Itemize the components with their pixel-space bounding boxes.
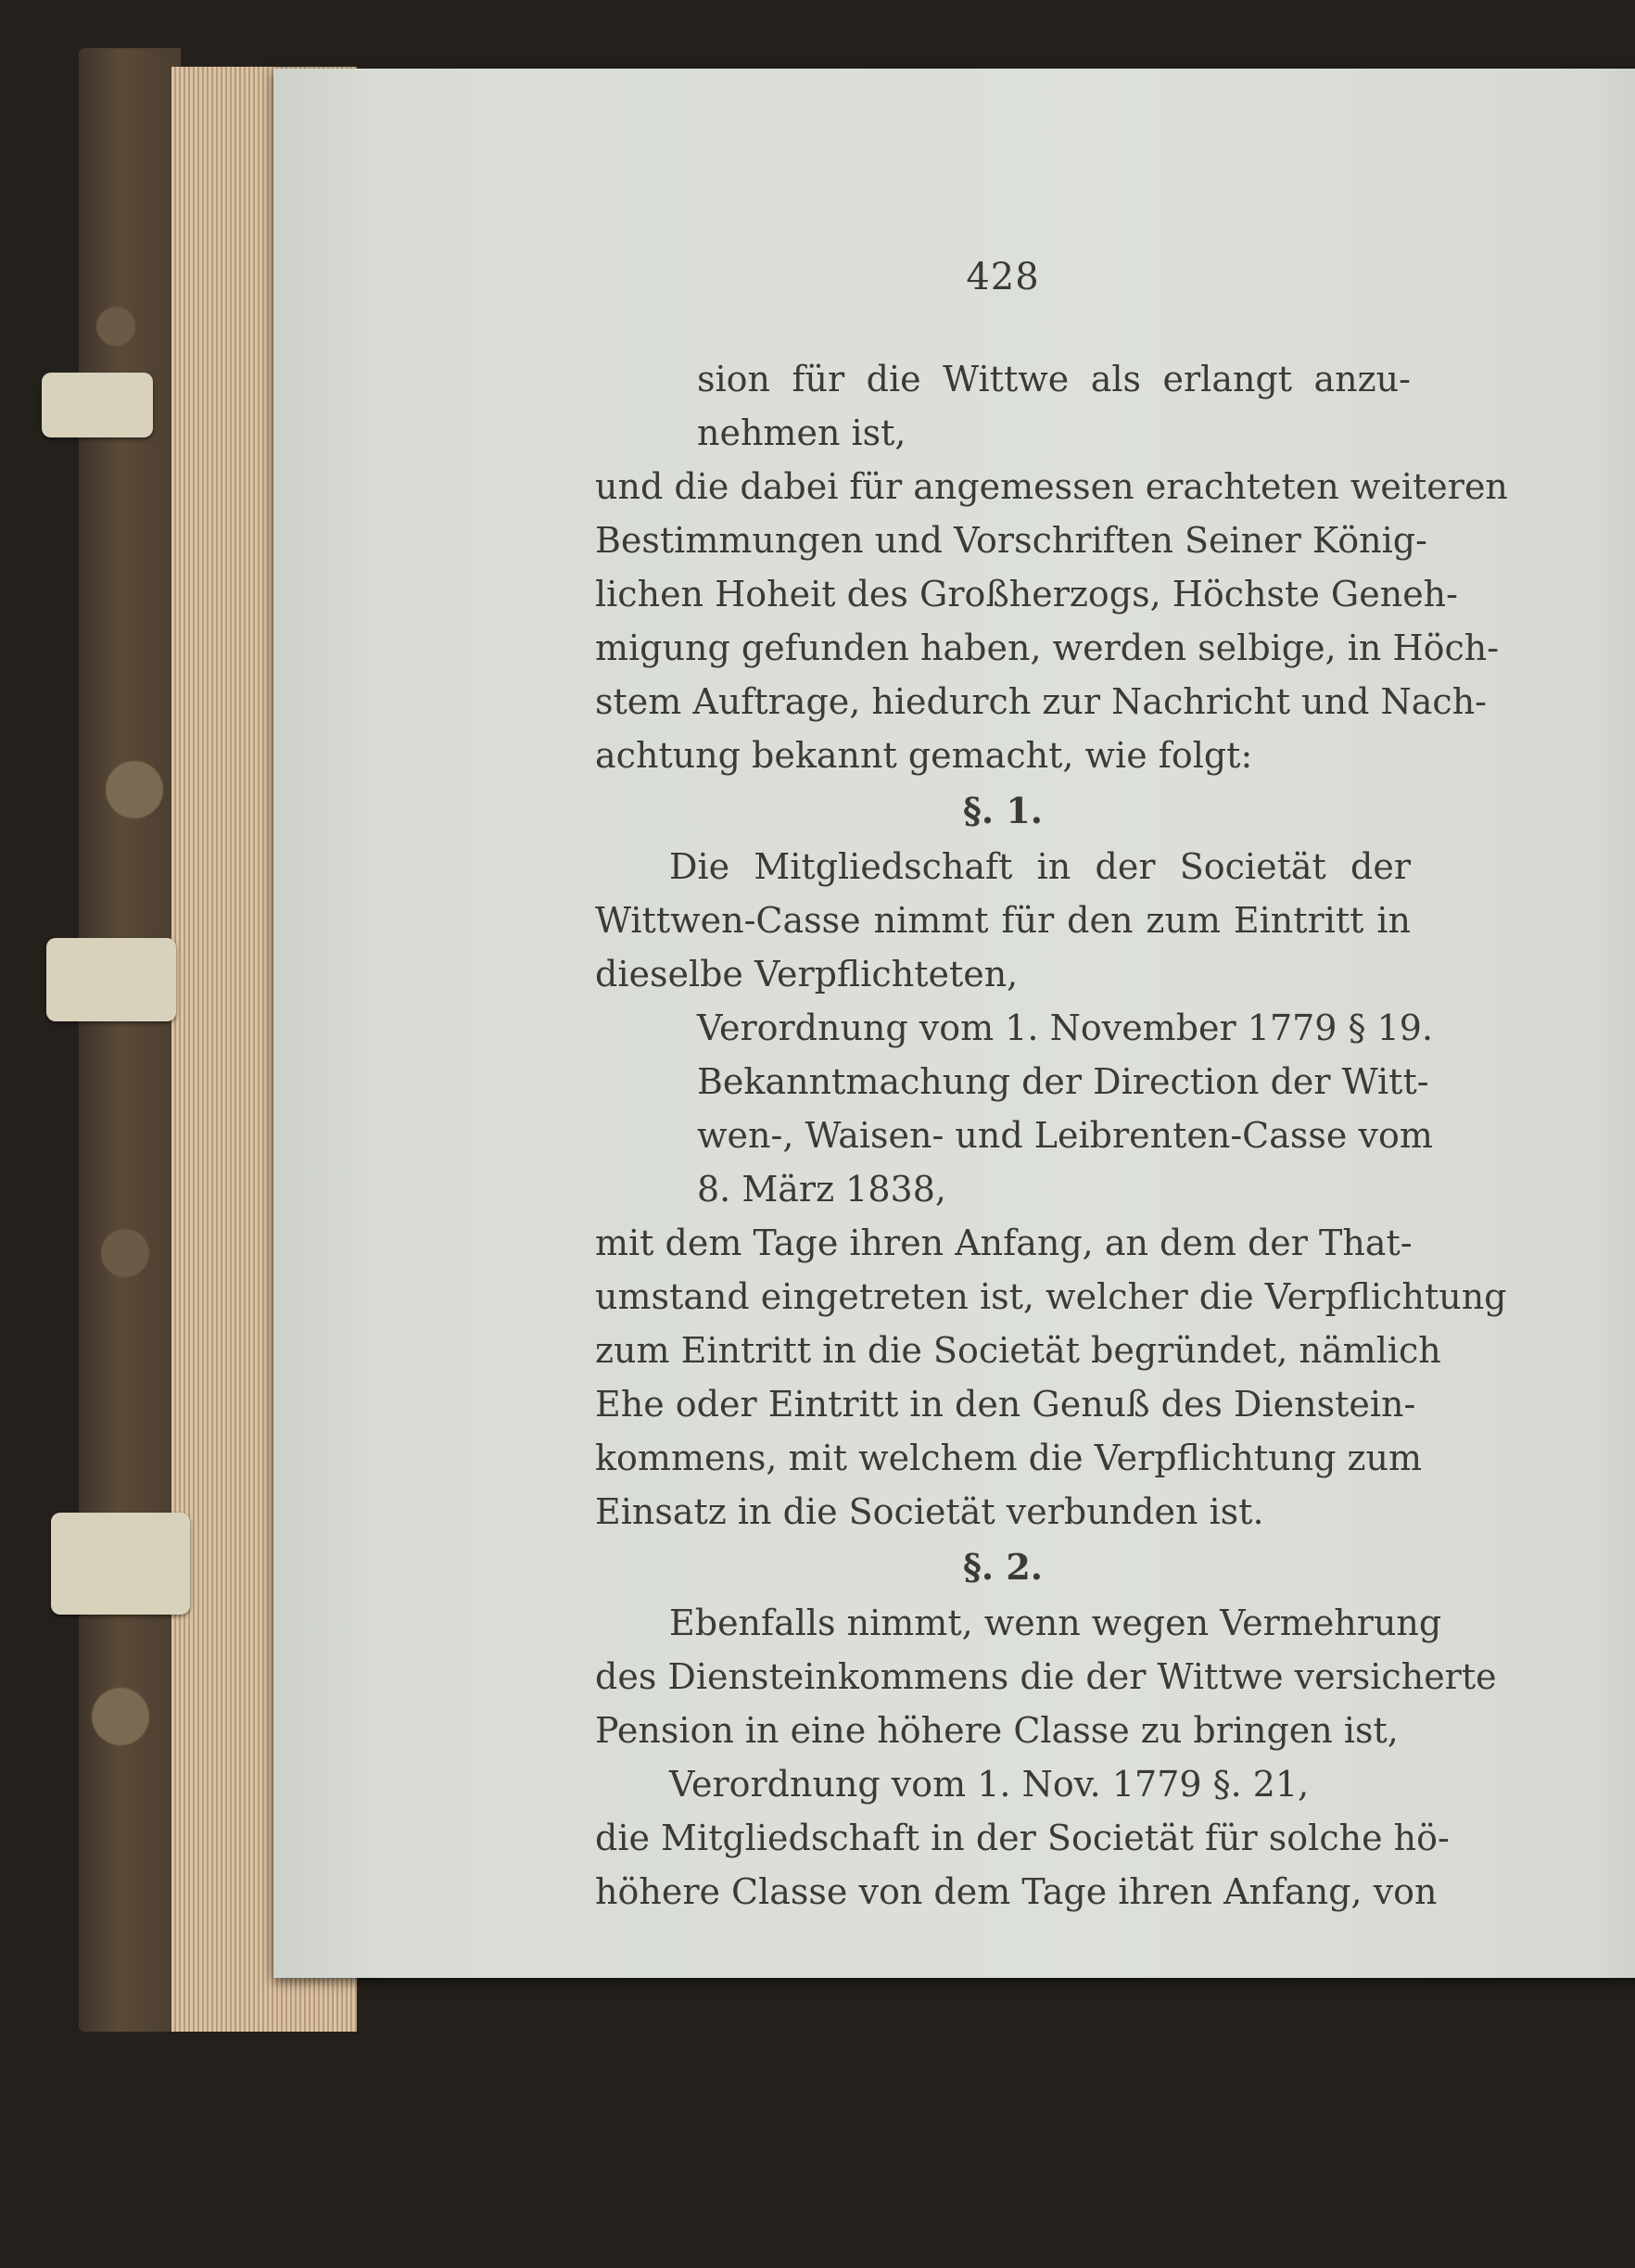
text-line: mit dem Tage ihren Anfang, an dem der That- (595, 1223, 1413, 1263)
text-line: Einsatz in die Societät verbunden ist. (595, 1491, 1264, 1532)
text-line: und die dabei für angemessen erachteten weiteren (595, 466, 1508, 507)
text-line: zum Eintritt in die Societät begründet, nämlich (595, 1330, 1441, 1371)
text-line: Verordnung vom 1. Nov. 1779 §. 21, (669, 1764, 1310, 1805)
text-line: Bekanntmachung der Direction der Witt- (697, 1061, 1429, 1102)
text-line: Ebenfalls nimmt, wenn wegen Vermehrung (669, 1603, 1442, 1643)
text-line: wen-, Waisen- und Leibrenten-Casse vom (697, 1115, 1433, 1156)
page-tab (42, 373, 153, 437)
text-line: umstand eingetreten ist, welcher die Verpflichtung (595, 1276, 1507, 1317)
text-line: migung gefunden haben, werden selbige, in Höch- (595, 627, 1500, 668)
book-cover-marbled (79, 48, 181, 2032)
text-line: des Diensteinkommens die der Wittwe versicherte (595, 1656, 1497, 1697)
text-line: Die Mitgliedschaft in der Societät der (669, 846, 1411, 887)
page-tab (51, 1513, 190, 1615)
page-tab (46, 938, 176, 1021)
section-heading: §. 2. (962, 1546, 1043, 1588)
text-line: Wittwen-Casse nimmt für den zum Eintritt in (595, 900, 1411, 941)
text-line: Bestimmungen und Vorschriften Seiner König- (595, 520, 1427, 561)
text-line: die Mitgliedschaft in der Societät für solche hö- (595, 1818, 1450, 1858)
text-line: 8. März 1838, (697, 1169, 946, 1210)
text-line: höhere Classe von dem Tage ihren Anfang, von (595, 1871, 1438, 1912)
text-line: kommens, mit welchem die Verpflichtung zum (595, 1438, 1423, 1478)
text-line: Verordnung vom 1. November 1779 § 19. (697, 1007, 1434, 1048)
page-number: 428 (966, 256, 1040, 298)
text-line: stem Auftrage, hiedurch zur Nachricht und Nach- (595, 681, 1488, 722)
text-line: dieselbe Verpflichteten, (595, 954, 1019, 995)
text-line: sion für die Wittwe als erlangt anzu- (697, 359, 1411, 399)
text-line: achtung bekannt gemacht, wie folgt: (595, 735, 1253, 776)
section-heading: §. 1. (962, 790, 1043, 831)
text-line: lichen Hoheit des Großherzogs, Höchste Geneh- (595, 574, 1458, 615)
text-line: Ehe oder Eintritt in den Genuß des Dienstein- (595, 1384, 1416, 1425)
text-line: nehmen ist, (697, 412, 906, 453)
text-line: Pension in eine höhere Classe zu bringen ist, (595, 1710, 1399, 1751)
